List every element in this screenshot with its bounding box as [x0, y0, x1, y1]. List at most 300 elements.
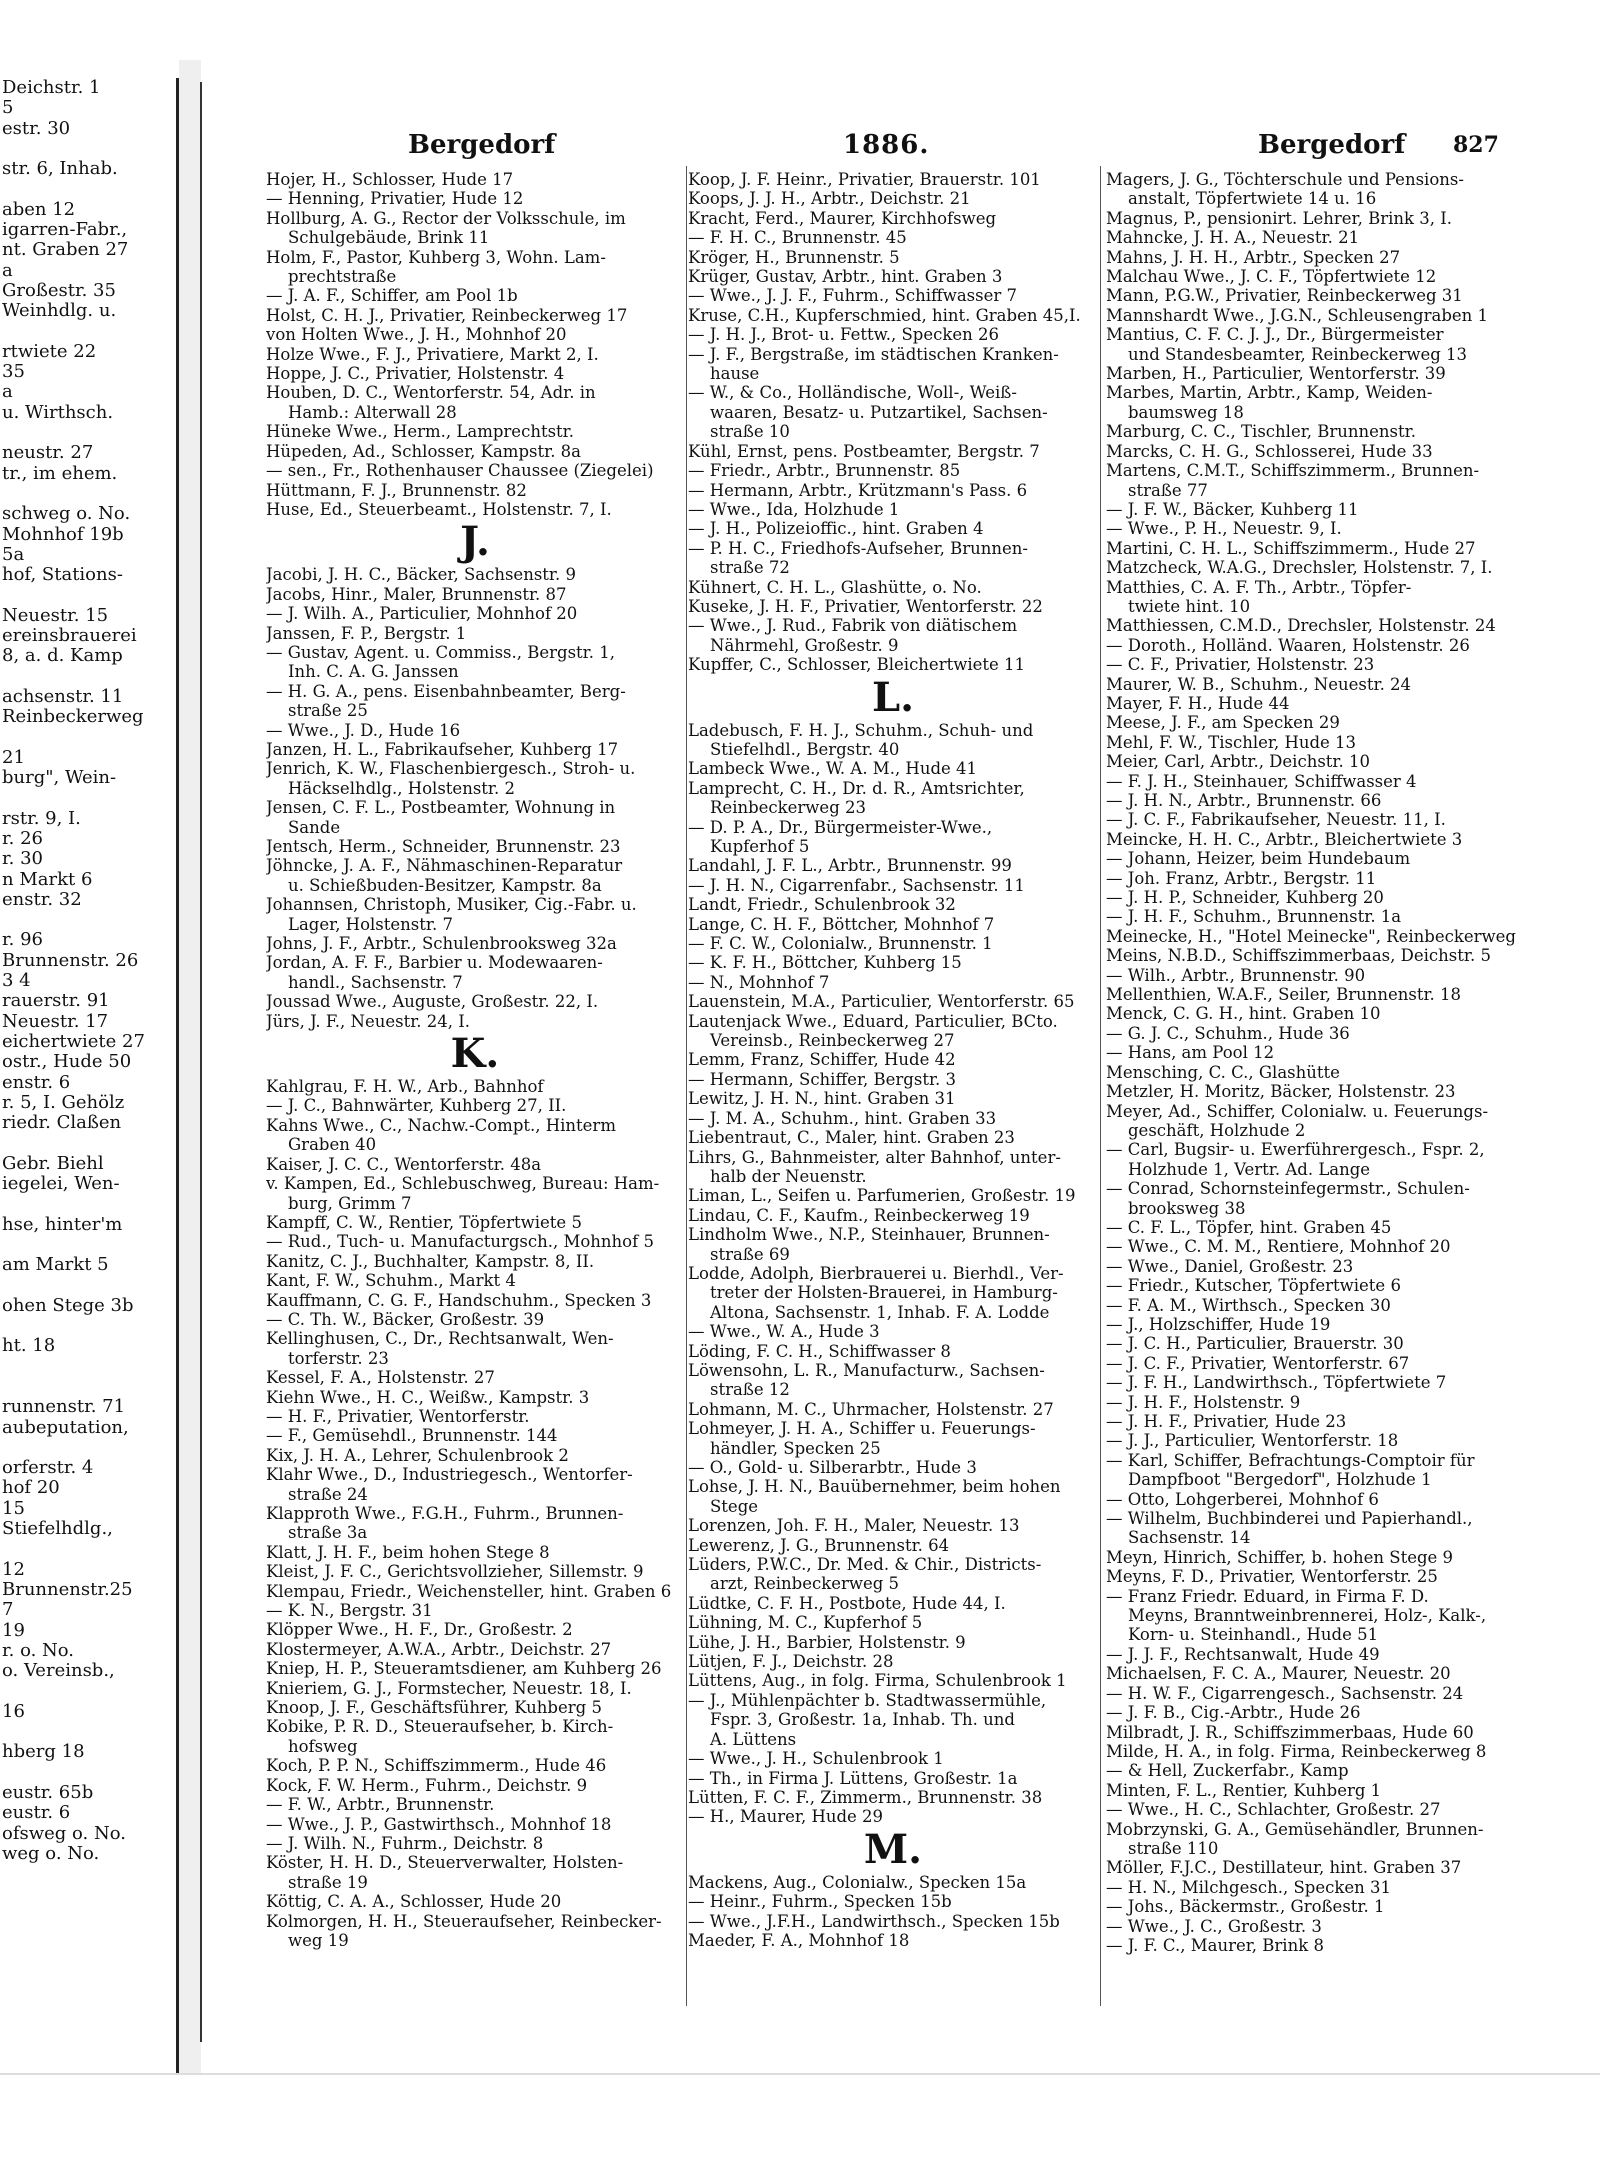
directory-entry: — Hans, am Pool 12: [1106, 1043, 1275, 1063]
fragment-line: [0, 910, 176, 930]
directory-entry: Martens, C.M.T., Schiffszimmerm., Brunnen-: [1106, 461, 1480, 481]
directory-entry: Knieriem, G. J., Formstecher, Neuestr. 18, I.: [266, 1678, 632, 1698]
directory-entry: Jacobi, J. H. C., Bäcker, Sachsenstr. 9: [266, 565, 576, 585]
fragment-line: a: [2, 381, 13, 403]
directory-entry: Lüttens, Aug., in folg. Firma, Schulenbrook 1: [688, 1671, 1067, 1691]
directory-entry: geschäft, Holzhude 2: [1128, 1120, 1306, 1140]
directory-entry: Meyns, Branntweinbrennerei, Holz-, Kalk-,: [1128, 1606, 1487, 1626]
fragment-line: [0, 322, 176, 342]
directory-entry: Klapproth Wwe., F.G.H., Fuhrm., Brunnen-: [266, 1504, 624, 1523]
column-rule: [1100, 166, 1101, 2006]
directory-entry: Kahlgrau, F. H. W., Arb., Bahnhof: [266, 1077, 544, 1097]
directory-entry: waaren, Besatz- u. Putzartikel, Sachsen-: [710, 402, 1048, 422]
directory-entry: Kracht, Ferd., Maurer, Kirchhofsweg: [688, 208, 997, 228]
directory-entry: Magnus, P., pensionirt. Lehrer, Brink 3, I.: [1106, 208, 1453, 228]
directory-entry: — Hermann, Schiffer, Bergstr. 3: [688, 1069, 957, 1089]
directory-entry: Malchau Wwe., J. C. F., Töpfertwiete 12: [1106, 267, 1437, 287]
fragment-line: Deichstr. 1: [2, 78, 101, 98]
fragment-line: schweg o. No.: [2, 503, 131, 525]
directory-entry: — Wwe., P. H., Neuestr. 9, I.: [1106, 519, 1342, 539]
directory-entry: Lütten, F. C. F., Zimmerm., Brunnenstr. 38: [688, 1787, 1043, 1807]
directory-entry: — J. F., Bergstraße, im städtischen Kranken-: [688, 344, 1059, 364]
directory-entry: — D. P. A., Dr., Bürgermeister-Wwe.,: [688, 817, 993, 837]
directory-entry: Stege: [710, 1496, 759, 1516]
directory-entry: — J. F. W., Bäcker, Kuhberg 11: [1106, 499, 1359, 519]
directory-entry: Kupferhof 5: [710, 837, 810, 856]
directory-entry: — Wwe., J. J. F., Fuhrm., Schiffwasser 7: [688, 286, 1018, 306]
directory-entry: — J. F. H., Landwirthsch., Töpfertwiete 7: [1106, 1373, 1447, 1393]
fragment-line: aubeputation,: [2, 1416, 129, 1438]
directory-entry: — F. W., Arbtr., Brunnenstr.: [266, 1795, 495, 1815]
directory-entry: Klostermeyer, A.W.A., Arbtr., Deichstr. 27: [266, 1639, 612, 1659]
directory-entry: Johannsen, Christoph, Musiker, Cig.-Fabr. u.: [266, 895, 637, 915]
directory-entry: halb der Neuenstr.: [710, 1166, 867, 1186]
directory-entry: straße 77: [1128, 480, 1208, 500]
directory-entry: Häckselhdlg., Holstenstr. 2: [288, 778, 515, 798]
directory-entry: Lager, Holstenstr. 7: [288, 914, 453, 934]
directory-entry: — C. Th. W., Bäcker, Großestr. 39: [266, 1309, 545, 1329]
fragment-line: eustr. 65b: [2, 1781, 94, 1803]
fragment-line: riedr. Claßen: [2, 1112, 122, 1134]
directory-entry: Liman, L., Seifen u. Parfumerien, Großestr. 19: [688, 1186, 1076, 1206]
directory-entry: Jürs, J. F., Neuestr. 24, I.: [266, 1011, 471, 1031]
directory-entry: baumsweg 18: [1128, 402, 1244, 422]
fragment-line: 35: [2, 361, 25, 383]
directory-entry: Kühl, Ernst, pens. Postbeamter, Bergstr. 7: [688, 441, 1040, 461]
directory-entry: Klöpper Wwe., H. F., Dr., Großestr. 2: [266, 1620, 573, 1640]
fragment-line: r. o. No.: [2, 1639, 75, 1661]
directory-entry: Kobike, P. R. D., Steueraufseher, b. Kirch-: [266, 1717, 614, 1737]
fragment-line: str. 6, Inhab.: [2, 158, 118, 180]
fragment-line: [0, 1722, 176, 1742]
fragment-line: [0, 1194, 176, 1214]
directory-entry: Huse, Ed., Steuerbeamt., Holstenstr. 7, I.: [266, 499, 612, 519]
directory-entry: Lindau, C. F., Kaufm., Reinbeckerweg 19: [688, 1205, 1030, 1225]
directory-entry: und Standesbeamter, Reinbeckerweg 13: [1128, 344, 1468, 364]
directory-entry: — Conrad, Schornsteinfegermstr., Schulen-: [1106, 1179, 1470, 1199]
directory-entry: Dampfboot "Bergedorf", Holzhude 1: [1128, 1470, 1432, 1490]
directory-entry: — Johs., Bäckermstr., Großestr. 1: [1106, 1897, 1385, 1917]
fragment-line: aben 12: [2, 198, 76, 220]
directory-entry: Landt, Friedr., Schulenbrook 32: [688, 895, 956, 915]
directory-entry: Krüger, Gustav, Arbtr., hint. Graben 3: [688, 267, 1003, 287]
directory-entry: Hamb.: Alterwall 28: [288, 402, 457, 422]
directory-entry: Kant, F. W., Schuhm., Markt 4: [266, 1271, 516, 1291]
directory-entry: weg 19: [288, 1930, 349, 1950]
fragment-line: Neuestr. 17: [2, 1010, 109, 1032]
directory-entry: Stiefelhdl., Bergstr. 40: [710, 739, 900, 759]
directory-entry: Lohse, J. H. N., Bauübernehmer, beim hohen: [688, 1477, 1061, 1497]
directory-entry: Inh. C. A. G. Janssen: [288, 662, 459, 682]
directory-entry: v. Kampen, Ed., Schlebuschweg, Bureau: Ham-: [266, 1174, 660, 1194]
running-header: [258, 130, 1518, 170]
directory-entry: straße 10: [710, 422, 790, 442]
directory-entry: — & Hell, Zuckerfabr., Kamp: [1106, 1761, 1349, 1781]
directory-entry: Kupffer, C., Schlosser, Bleichertwiete 11: [688, 655, 1026, 675]
directory-entry: Hoppe, J. C., Privatier, Holstenstr. 4: [266, 364, 565, 384]
directory-entry: Lamprecht, C. H., Dr. d. R., Amtsrichter,: [688, 778, 1025, 798]
directory-entry: Mensching, C. C., Glashütte: [1106, 1062, 1340, 1082]
directory-entry: — Henning, Privatier, Hude 12: [266, 189, 524, 209]
directory-entry: handl., Sachsenstr. 7: [288, 972, 463, 992]
directory-entry: — Friedr., Arbtr., Brunnenstr. 85: [688, 461, 961, 481]
directory-entry: — Gustav, Agent. u. Commiss., Bergstr. 1,: [266, 642, 615, 662]
directory-entry: Holzhude 1, Vertr. Ad. Lange: [1128, 1159, 1371, 1179]
directory-entry: Schulgebäude, Brink 11: [288, 228, 490, 248]
directory-entry: — Heinr., Fuhrm., Specken 15b: [688, 1892, 952, 1912]
directory-entry: — Wwe., J. Rud., Fabrik von diätischem: [688, 616, 1018, 636]
directory-entry: straße 24: [288, 1484, 368, 1504]
directory-entry: Koop, J. F. Heinr., Privatier, Brauerstr. 101: [688, 170, 1041, 189]
fragment-line: r. 26: [2, 827, 43, 849]
scan-margin: [0, 2075, 1600, 2177]
directory-entry: — K. N., Bergstr. 31: [266, 1601, 433, 1621]
fragment-line: neustr. 27: [2, 442, 94, 464]
directory-entry: twiete hint. 10: [1128, 596, 1251, 616]
directory-entry: — Wwe., J. C., Großestr. 3: [1106, 1916, 1322, 1936]
directory-entry: Reinbeckerweg 23: [710, 798, 867, 818]
directory-entry: Lohmann, M. C., Uhrmacher, Holstenstr. 27: [688, 1399, 1054, 1419]
directory-entry: — Wwe., J.F.H., Landwirthsch., Specken 15b: [688, 1911, 1060, 1931]
column-rule: [686, 166, 687, 2006]
fragment-line: runnenstr. 71: [2, 1396, 126, 1418]
fragment-line: [0, 1235, 176, 1255]
directory-entry: — Wwe., Daniel, Großestr. 23: [1106, 1256, 1354, 1276]
directory-entry: Kauffmann, C. G. F., Handschuhm., Specken 3: [266, 1290, 652, 1310]
directory-entry: Hüpeden, Ad., Schlosser, Kampstr. 8a: [266, 441, 582, 461]
directory-entry: Matthiessen, C.M.D., Drechsler, Holstenstr. 24: [1106, 616, 1496, 636]
directory-entry: Janzen, H. L., Fabrikaufseher, Kuhberg 17: [266, 739, 619, 759]
directory-entry: Meese, J. F., am Specken 29: [1106, 713, 1340, 733]
directory-entry: burg, Grimm 7: [288, 1193, 412, 1213]
fragment-line: estr. 30: [2, 117, 71, 139]
directory-entry: Graben 40: [288, 1135, 377, 1155]
directory-entry: — J. A. F., Schiffer, am Pool 1b: [266, 286, 518, 306]
directory-entry: Mayer, F. H., Hude 44: [1106, 693, 1290, 713]
section-letter: M.: [863, 1825, 923, 1873]
fragment-line: 16: [2, 1700, 25, 1722]
header-year: 1886.: [843, 130, 930, 160]
fragment-line: r. 5, I. Gehölz: [2, 1091, 125, 1113]
directory-entry: — C. F. L., Töpfer, hint. Graben 45: [1106, 1217, 1392, 1237]
directory-entry: — G. J. C., Schuhm., Hude 36: [1106, 1023, 1350, 1043]
directory-entry: — J. C. F., Privatier, Wentorferstr. 67: [1106, 1353, 1410, 1373]
directory-entry: — H. N., Milchgesch., Specken 31: [1106, 1877, 1391, 1897]
fragment-line: [0, 1539, 176, 1559]
fragment-line: ofsweg o. No.: [2, 1822, 126, 1844]
directory-entry: Lohmeyer, J. H. A., Schiffer u. Feuerungs-: [688, 1419, 1036, 1439]
directory-entry: — Joh. Franz, Arbtr., Bergstr. 11: [1106, 868, 1377, 888]
directory-entry: von Holten Wwe., J. H., Mohnhof 20: [266, 325, 567, 345]
directory-entry: Jacobs, Hinr., Maler, Brunnenstr. 87: [266, 584, 567, 604]
directory-entry: Mann, P.G.W., Privatier, Reinbeckerweg 31: [1106, 286, 1463, 306]
fragment-line: u. Wirthsch.: [2, 401, 114, 423]
directory-entry: Knoop, J. F., Geschäftsführer, Kuhberg 5: [266, 1698, 602, 1718]
directory-entry: — J. M. A., Schuhm., hint. Graben 33: [688, 1108, 997, 1128]
directory-entry: Jensen, C. F. L., Postbeamter, Wohnung in: [266, 798, 616, 818]
directory-entry: — F. C. W., Colonialw., Brunnenstr. 1: [688, 934, 993, 954]
directory-entry: Meyer, Ad., Schiffer, Colonialw. u. Feuerungs-: [1106, 1101, 1489, 1121]
directory-entry: Lemm, Franz, Schiffer, Hude 42: [688, 1050, 956, 1070]
directory-entry: Landahl, J. F. L., Arbtr., Brunnenstr. 99: [688, 856, 1012, 876]
directory-entry: A. Lüttens: [710, 1729, 797, 1749]
directory-entry: Lüders, P.W.C., Dr. Med. & Chir., Districts-: [688, 1555, 1042, 1575]
fragment-line: tr., im ehem.: [2, 462, 118, 484]
directory-entry: — Wilhelm, Buchbinderei und Papierhandl.,: [1106, 1509, 1473, 1529]
directory-entry: straße 72: [710, 558, 790, 578]
directory-entry: Lange, C. H. F., Böttcher, Mohnhof 7: [688, 914, 995, 934]
directory-entry: Hüttmann, F. J., Brunnenstr. 82: [266, 480, 527, 500]
directory-entry: straße 19: [288, 1872, 368, 1892]
directory-entry: — J. J. F., Rechtsanwalt, Hude 49: [1106, 1644, 1380, 1664]
directory-entry: Jentsch, Herm., Schneider, Brunnenstr. 23: [266, 837, 621, 856]
directory-entry: Kuseke, J. H. F., Privatier, Wentorferstr. 22: [688, 596, 1043, 616]
directory-entry: — C. F., Privatier, Holstenstr. 23: [1106, 655, 1375, 675]
directory-entry: Lorenzen, Joh. F. H., Maler, Neuestr. 13: [688, 1516, 1020, 1536]
fragment-line: 8, a. d. Kamp: [2, 645, 123, 667]
directory-entry: — F. J. H., Steinhauer, Schiffwasser 4: [1106, 771, 1417, 791]
fragment-line: weg o. No.: [2, 1842, 100, 1864]
directory-entry: — J. H. J., Brot- u. Fettw., Specken 26: [688, 325, 1000, 345]
directory-entry: u. Schießbuden-Besitzer, Kampstr. 8a: [288, 875, 602, 895]
directory-entry: Meins, N.B.D., Schiffszimmerbaas, Deichstr. 5: [1106, 946, 1491, 966]
directory-entry: straße 3a: [288, 1523, 368, 1543]
directory-entry: Johns, J. F., Arbtr., Schulenbrooksweg 32a: [266, 934, 617, 954]
directory-entry: Menck, C. G. H., hint. Graben 10: [1106, 1004, 1381, 1024]
fragment-line: 7: [2, 1599, 14, 1621]
directory-entry: Kahns Wwe., C., Nachw.-Compt., Hinterm: [266, 1115, 616, 1135]
fragment-line: hse, hinter'm: [2, 1213, 123, 1235]
page-gutter: [179, 60, 201, 2080]
fragment-line: enstr. 6: [2, 1071, 71, 1093]
fragment-line: ostr., Hude 50: [2, 1051, 132, 1073]
directory-column-3: [1106, 170, 1518, 2020]
fragment-line: am Markt 5: [2, 1254, 109, 1276]
directory-entry: — Wwe., W. A., Hude 3: [688, 1322, 880, 1342]
directory-entry: torferstr. 23: [288, 1348, 389, 1368]
directory-entry: Marbes, Martin, Arbtr., Kamp, Weiden-: [1106, 383, 1433, 403]
fragment-line: Reinbeckerweg: [2, 706, 144, 728]
directory-entry: straße 110: [1128, 1838, 1219, 1858]
directory-entry: Mehl, F. W., Tischler, Hude 13: [1106, 732, 1357, 752]
fragment-line: eichertwiete 27: [2, 1030, 145, 1052]
directory-entry: — P. H. C., Friedhofs-Aufseher, Brunnen-: [688, 538, 1028, 558]
directory-entry: Mantius, C. F. C. J. J., Dr., Bürgermeister: [1106, 325, 1444, 345]
directory-entry: Meier, Carl, Arbtr., Deichstr. 10: [1106, 752, 1370, 772]
fragment-line: hberg 18: [2, 1741, 85, 1763]
directory-entry: — Th., in Firma J. Lüttens, Großestr. 1a: [688, 1768, 1018, 1788]
directory-entry: — H., Maurer, Hude 29: [688, 1807, 884, 1827]
directory-entry: Hollburg, A. G., Rector der Volksschule, im: [266, 208, 626, 228]
directory-entry: Kleist, J. F. C., Gerichtsvollzieher, Sillemstr. 9: [266, 1562, 644, 1582]
directory-entry: — H. G. A., pens. Eisenbahnbeamter, Berg-: [266, 681, 626, 701]
fragment-line: 19: [2, 1619, 25, 1641]
directory-entry: — Hermann, Arbtr., Krützmann's Pass. 6: [688, 480, 1028, 500]
directory-entry: Jenrich, K. W., Flaschenbiergesch., Stroh- u.: [266, 759, 636, 779]
directory-entry: Mannshardt Wwe., J.G.N., Schleusengraben 1: [1106, 305, 1489, 325]
fragment-line: [0, 1377, 176, 1397]
directory-entry: Meyn, Hinrich, Schiffer, b. hohen Stege 9: [1106, 1547, 1454, 1567]
directory-entry: Möller, F.J.C., Destillateur, hint. Graben 37: [1106, 1858, 1462, 1878]
fragment-line: n Markt 6: [2, 868, 93, 890]
directory-entry: Metzler, H. Moritz, Bäcker, Holstenstr. 23: [1106, 1082, 1456, 1102]
fragment-line: [0, 788, 176, 808]
directory-entry: Lautenjack Wwe., Eduard, Particulier, BCto.: [688, 1011, 1058, 1031]
directory-entry: Löwensohn, L. R., Manufacturw., Sachsen-: [688, 1360, 1045, 1380]
directory-entry: — Doroth., Holländ. Waaren, Holstenstr. 26: [1106, 635, 1470, 655]
fragment-line: [0, 1763, 176, 1783]
directory-entry: Milbradt, J. R., Schiffszimmerbaas, Hude 60: [1106, 1722, 1474, 1742]
fragment-line: Neuestr. 15: [2, 604, 109, 626]
fragment-line: 21: [2, 746, 25, 768]
directory-entry: prechtstraße: [288, 267, 397, 287]
directory-entry: — H. W. F., Cigarrengesch., Sachsenstr. 24: [1106, 1683, 1464, 1703]
directory-entry: — H. F., Privatier, Wentorferstr.: [266, 1406, 530, 1426]
directory-entry: Ladebusch, F. H. J., Schuhm., Schuh- und: [688, 720, 1034, 740]
directory-entry: Michaelsen, F. C. A., Maurer, Neuestr. 20: [1106, 1664, 1451, 1684]
directory-entry: Fspr. 3, Großestr. 1a, Inhab. Th. und: [710, 1710, 1015, 1730]
directory-entry: — K. F. H., Böttcher, Kuhberg 15: [688, 953, 962, 973]
directory-entry: Maeder, F. A., Mohnhof 18: [688, 1930, 910, 1950]
fragment-line: [0, 1276, 176, 1296]
directory-entry: Marcks, C. H. G., Schlosserei, Hude 33: [1106, 441, 1433, 461]
directory-entry: Lihrs, G., Bahnmeister, alter Bahnhof, unter-: [688, 1147, 1061, 1167]
directory-entry: Kolmorgen, H. H., Steueraufseher, Reinbecker-: [266, 1911, 662, 1931]
directory-entry: Lüdtke, C. F. H., Postbote, Hude 44, I.: [688, 1593, 1006, 1613]
gutter-line: [200, 82, 202, 2042]
directory-entry: Lindholm Wwe., N.P., Steinhauer, Brunnen-: [688, 1225, 1050, 1245]
directory-entry: Martini, C. H. L., Schiffszimmerm., Hude 27: [1106, 538, 1476, 558]
directory-entry: Marburg, C. C., Tischler, Brunnenstr.: [1106, 422, 1416, 442]
directory-entry: Koops, J. J. H., Arbtr., Deichstr. 21: [688, 189, 971, 209]
fragment-line: [0, 423, 176, 443]
directory-entry: Janssen, F. P., Bergstr. 1: [266, 623, 467, 643]
directory-entry: — J., Mühlenpächter b. Stadtwassermühle,: [688, 1690, 1047, 1710]
directory-entry: — Rud., Tuch- u. Manufacturgsch., Mohnhof 5: [266, 1232, 654, 1252]
directory-entry: Marben, H., Particulier, Wentorferstr. 39: [1106, 364, 1446, 384]
directory-entry: Koch, P. P. N., Schiffszimmerm., Hude 46: [266, 1756, 607, 1776]
fragment-line: [0, 1357, 176, 1377]
directory-entry: — sen., Fr., Rothenhauser Chaussee (Ziegelei): [266, 461, 654, 481]
directory-entry: — J. Wilh. A., Particulier, Mohnhof 20: [266, 604, 578, 624]
directory-entry: Kiehn Wwe., H. C., Weißw., Kampstr. 3: [266, 1387, 590, 1407]
directory-entry: Lambeck Wwe., W. A. M., Hude 41: [688, 759, 978, 779]
fragment-line: eustr. 6: [2, 1802, 71, 1824]
fragment-line: Brunnenstr.25: [2, 1578, 133, 1600]
directory-entry: Kaiser, J. C. C., Wentorferstr. 48a: [266, 1154, 542, 1174]
directory-entry: — J., Holzschiffer, Hude 19: [1106, 1314, 1331, 1334]
directory-entry: Kröger, H., Brunnenstr. 5: [688, 247, 900, 267]
directory-entry: Kix, J. H. A., Lehrer, Schulenbrook 2: [266, 1445, 569, 1465]
directory-entry: Mahns, J. H. H., Arbtr., Specken 27: [1106, 247, 1401, 267]
directory-entry: — Wilh., Arbtr., Brunnenstr. 90: [1106, 965, 1366, 985]
section-letter: L.: [871, 673, 915, 721]
directory-entry: Köster, H. H. D., Steuerverwalter, Holsten-: [266, 1853, 624, 1873]
fragment-line: 15: [2, 1497, 25, 1519]
directory-entry: Hüneke Wwe., Herm., Lamprechtstr.: [266, 422, 574, 442]
directory-entry: Kniep, H. P., Steueramtsdiener, am Kuhberg 26: [266, 1659, 662, 1679]
fragment-line: Weinhdlg. u.: [2, 300, 117, 322]
fragment-line: [0, 484, 176, 504]
directory-entry: Milde, H. A., in folg. Firma, Reinbeckerweg 8: [1106, 1741, 1487, 1761]
directory-entry: Lühning, M. C., Kupferhof 5: [688, 1613, 923, 1633]
directory-entry: — J. Wilh. N., Fuhrm., Deichstr. 8: [266, 1833, 544, 1853]
directory-entry: — Johann, Heizer, beim Hundebaum: [1106, 849, 1411, 869]
directory-entry: — J. H. N., Arbtr., Brunnenstr. 66: [1106, 791, 1382, 810]
directory-entry: — Wwe., C. M. M., Rentiere, Mohnhof 20: [1106, 1237, 1451, 1257]
page-number: 827: [1453, 132, 1499, 158]
fragment-line: 5a: [2, 543, 25, 565]
directory-entry: Kellinghusen, C., Dr., Rechtsanwalt, Wen-: [266, 1329, 614, 1349]
directory-entry: Klempau, Friedr., Weichensteller, hint. Graben 6: [266, 1581, 672, 1601]
directory-entry: Houben, D. C., Wentorferstr. 54, Adr. in: [266, 383, 596, 403]
directory-entry: straße 69: [710, 1244, 790, 1264]
directory-page: [258, 130, 1518, 2030]
directory-entry: — Wwe., Ida, Holzhude 1: [688, 499, 900, 519]
directory-entry: Löding, F. C. H., Schiffwasser 8: [688, 1341, 951, 1361]
directory-entry: Kampff, C. W., Rentier, Töpfertwiete 5: [266, 1212, 582, 1232]
fragment-line: rtwiete 22: [2, 340, 97, 362]
fragment-line: hof 20: [2, 1477, 60, 1499]
directory-entry: — Wwe., H. C., Schlachter, Großestr. 27: [1106, 1800, 1441, 1820]
fragment-line: [0, 667, 176, 687]
directory-entry: — J. C., Bahnwärter, Kuhberg 27, II.: [266, 1096, 567, 1116]
fragment-line: [0, 1133, 176, 1153]
directory-entry: Korn- u. Steinhandl., Hude 51: [1128, 1625, 1379, 1645]
directory-entry: — J. H., Polizeioffic., hint. Graben 4: [688, 519, 984, 539]
directory-entry: straße 25: [288, 701, 368, 721]
directory-entry: Maurer, W. B., Schuhm., Neuestr. 24: [1106, 674, 1412, 694]
directory-entry: Lühe, J. H., Barbier, Holstenstr. 9: [688, 1632, 966, 1652]
directory-entry: — J. H. P., Schneider, Kuhberg 20: [1106, 888, 1384, 908]
fragment-line: enstr. 32: [2, 888, 82, 910]
directory-entry: Lodde, Adolph, Bierbrauerei u. Bierhdl., Ver-: [688, 1263, 1064, 1283]
section-letter: J.: [460, 518, 490, 566]
fragment-line: ht. 18: [2, 1335, 56, 1357]
left-page-fragment: [0, 78, 179, 2073]
fragment-line: o. Vereinsb.,: [2, 1660, 115, 1682]
directory-entry: — J. H. F., Holstenstr. 9: [1106, 1392, 1301, 1412]
directory-entry: Köttig, C. A. A., Schlosser, Hude 20: [266, 1892, 562, 1912]
fragment-line: 3 4: [2, 970, 31, 992]
directory-entry: Meincke, H. H. C., Arbtr., Bleichertwiete 3: [1106, 829, 1463, 849]
fragment-line: rauerstr. 91: [2, 990, 110, 1012]
fragment-line: ereinsbrauerei: [2, 625, 137, 647]
directory-entry: Vereinsb., Reinbeckerweg 27: [710, 1031, 955, 1051]
directory-entry: Holm, F., Pastor, Kuhberg 3, Wohn. Lam-: [266, 247, 606, 267]
directory-entry: — Karl, Schiffer, Befrachtungs-Comptoir für: [1106, 1450, 1475, 1470]
fragment-line: rstr. 9, I.: [2, 807, 81, 829]
directory-entry: Holst, C. H. J., Privatier, Reinbeckerweg 17: [266, 305, 628, 325]
directory-entry: Lewerenz, J. G., Brunnenstr. 64: [688, 1535, 950, 1555]
directory-entry: — J. C. F., Fabrikaufseher, Neuestr. 11, I.: [1106, 810, 1446, 830]
directory-entry: Lütjen, F. J., Deichstr. 28: [688, 1652, 894, 1672]
directory-entry: Hojer, H., Schlosser, Hude 17: [266, 170, 514, 189]
fragment-line: orferstr. 4: [2, 1457, 94, 1479]
fragment-line: [0, 179, 176, 199]
fragment-line: igarren-Fabr.,: [2, 219, 128, 241]
directory-entry: — Friedr., Kutscher, Töpfertwiete 6: [1106, 1276, 1401, 1296]
fragment-line: [0, 1681, 176, 1701]
fragment-line: 12: [2, 1558, 25, 1580]
directory-entry: — F., Gemüsehdl., Brunnenstr. 144: [266, 1426, 558, 1446]
directory-column-2: [688, 170, 1098, 2020]
fragment-line: [0, 1316, 176, 1336]
fragment-line: a: [2, 259, 13, 281]
fragment-line: achsenstr. 11: [2, 685, 124, 707]
directory-entry: Matzcheck, W.A.G., Drechsler, Holstenstr. 7, I.: [1106, 558, 1493, 578]
directory-entry: straße 12: [710, 1380, 790, 1400]
